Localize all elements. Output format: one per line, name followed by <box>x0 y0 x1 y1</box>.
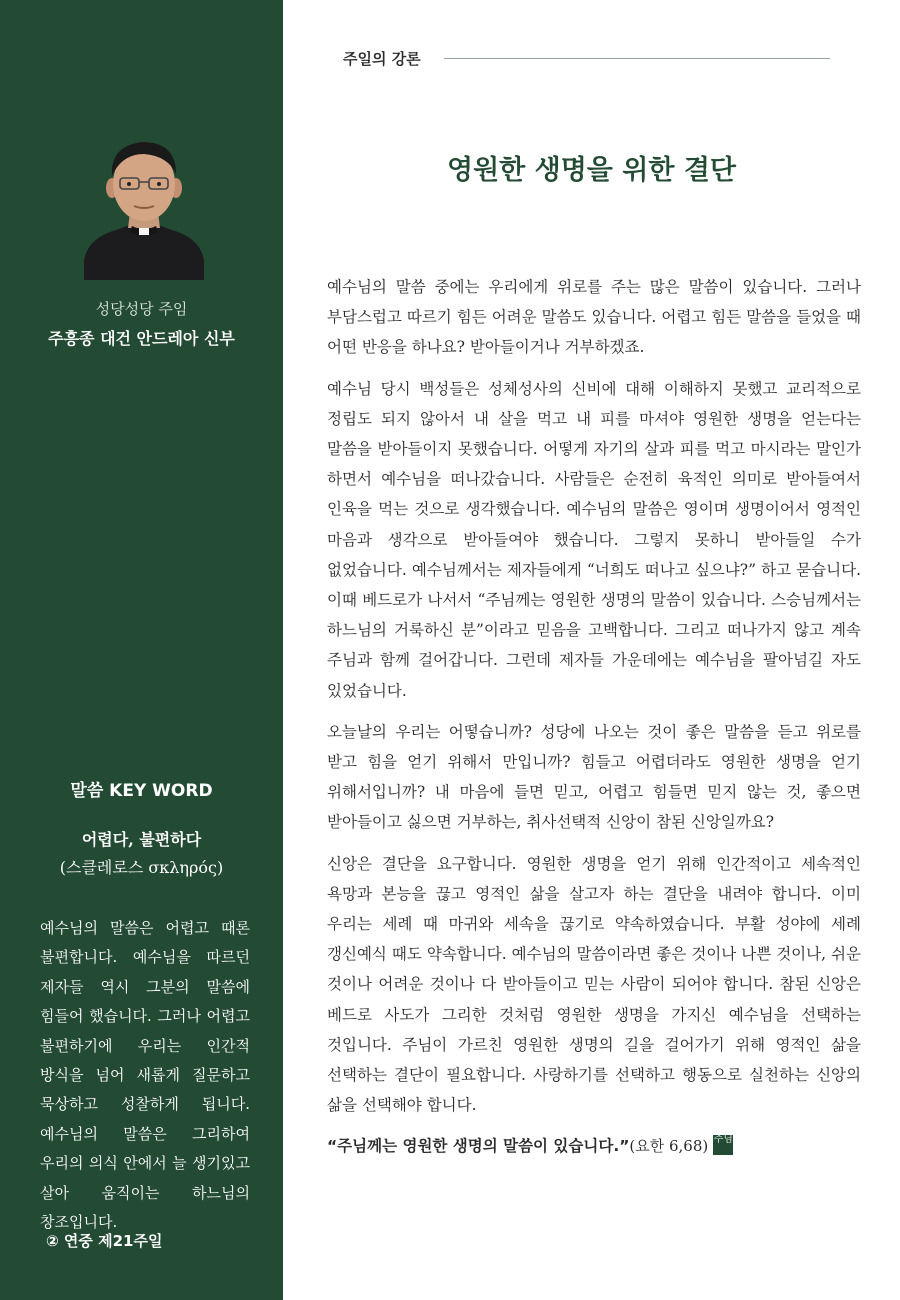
article-body <box>327 272 861 1162</box>
article-paragraph: 예수님 당시 백성들은 성체성사의 신비에 대해 이해하지 못했고 교리적으로 정립도 되지 않아서 내 살을 먹고 내 피를 마셔야 영원한 생명을 얻는다는 말씀을 받아들이지 못했습니다. 어떻게 자기의 살과 피를 먹고 마시라는 말인가 하면서 예수님을 떠나갔습니다. 사람들은 순전히 육적인 의미로 받아들여서 인육을 먹는 것으로 생각했습니다. 예수님의 말씀은 영이며 생명이어서 영적인 마음과 생각으로 받아들여야 했습니다. 그렇지 못하니 받아들일 수가 없었습니다. 예수님께서는 제자들에게 “너희도 떠나고 싶으냐?” 하고 묻습니다. 이때 베드로가 나서서 “주님께는 영원한 생명의 말씀이 있습니다. 스승님께서는 하느님의 거룩하신 분”이라고 믿음을 고백합니다. 그리고 떠나가지 않고 계속 주님과 함께 걸어갑니다. 그런데 제자들 가운데에는 예수님을 팔아넘길 자도 있었습니다. <box>327 379 861 700</box>
keyword-explanation: 예수님의 말씀은 어렵고 때론 불편합니다. 예수님을 따르던 제자들 역시 그분의 말씀에 힘들어 했습니다. 그러나 어렵고 불편하기에 우리는 인간적 방식을 넘어 새롭게 질문하고 묵상하고 성찰하게 됩니다. 예수님의 말씀은 그리하여 우리의 의식 안에서 늘 생기있고 살아 움직이는 하느님의 창조입니다. <box>40 919 250 1232</box>
author-name: 주흥종 대건 안드레아 신부 <box>48 329 235 348</box>
author-role: 성당성당 주임 <box>95 300 188 318</box>
section-label: 주일의 강론 <box>343 50 421 68</box>
article-paragraph: 신앙은 결단을 요구합니다. 영원한 생명을 얻기 위해 인간적이고 세속적인 욕망과 본능을 끊고 영적인 삶을 살고자 하는 결단을 내려야 합니다. 이미 우리는 세례 때 마귀와 세속을 끊기로 약속하였습니다. 부활 성야에 세례 갱신예식 때도 약속합니다. 예수님의 말씀이라면 좋은 것이나 나쁜 것이나, 쉬운 것이나 어려운 것이나 다 받아들이고 믿는 사람이 되어야 합니다. 참된 신앙은 베드로 사도가 그리한 것처럼 영원한 생명을 가지신 예수님을 선택하는 것입니다. 주님이 가르친 영원한 생명의 길을 걸어가기 위해 영적인 삶을 선택하는 결단이 필요합니다. 사랑하기를 선택하고 행동으로 실천하는 신앙의 삶을 선택해야 합니다. <box>327 854 861 1115</box>
author-portrait <box>82 128 206 280</box>
closing-quote: “주님께는 영원한 생명의 말씀이 있습니다.” <box>327 1137 630 1156</box>
article-paragraph: 오늘날의 우리는 어떻습니까? 성당에 나오는 것이 좋은 말씀을 듣고 위로를 받고 힘을 얻기 위해서 만입니까? 힘들고 어렵더라도 영원한 생명을 얻기 위해서입니까? 내 마음에 들면 믿고, 어렵고 힘들면 믿지 않는 것, 좋으면 받아들이고 싫으면 거부하는, 취사선택적 신앙이 참된 신앙일까요? <box>327 722 861 832</box>
keyword-heading: 말씀 KEY WORD <box>70 781 213 801</box>
end-mark-icon: 주님 <box>713 1135 733 1155</box>
article-title: 영원한 생명을 위한 결단 <box>446 155 737 186</box>
article-paragraph: 예수님의 말씀 중에는 우리에게 위로를 주는 많은 말씀이 있습니다. 그러나 부담스럽고 따르기 힘든 어려운 말씀도 있습니다. 어렵고 힘든 말씀을 들었을 때 어떤 반응을 하나요? 받아들이거나 거부하겠죠. <box>327 278 861 357</box>
keyword-greek: (스클레로스 σκληρός) <box>59 858 224 877</box>
section-divider <box>444 58 830 59</box>
closing-quote-line <box>327 1131 861 1161</box>
sunday-label: ② 연중 제21주일 <box>46 1232 163 1250</box>
closing-citation: (요한 6,68) <box>629 1137 709 1156</box>
sidebar <box>0 0 283 1300</box>
keyword-word: 어렵다, 불편하다 <box>81 830 202 849</box>
